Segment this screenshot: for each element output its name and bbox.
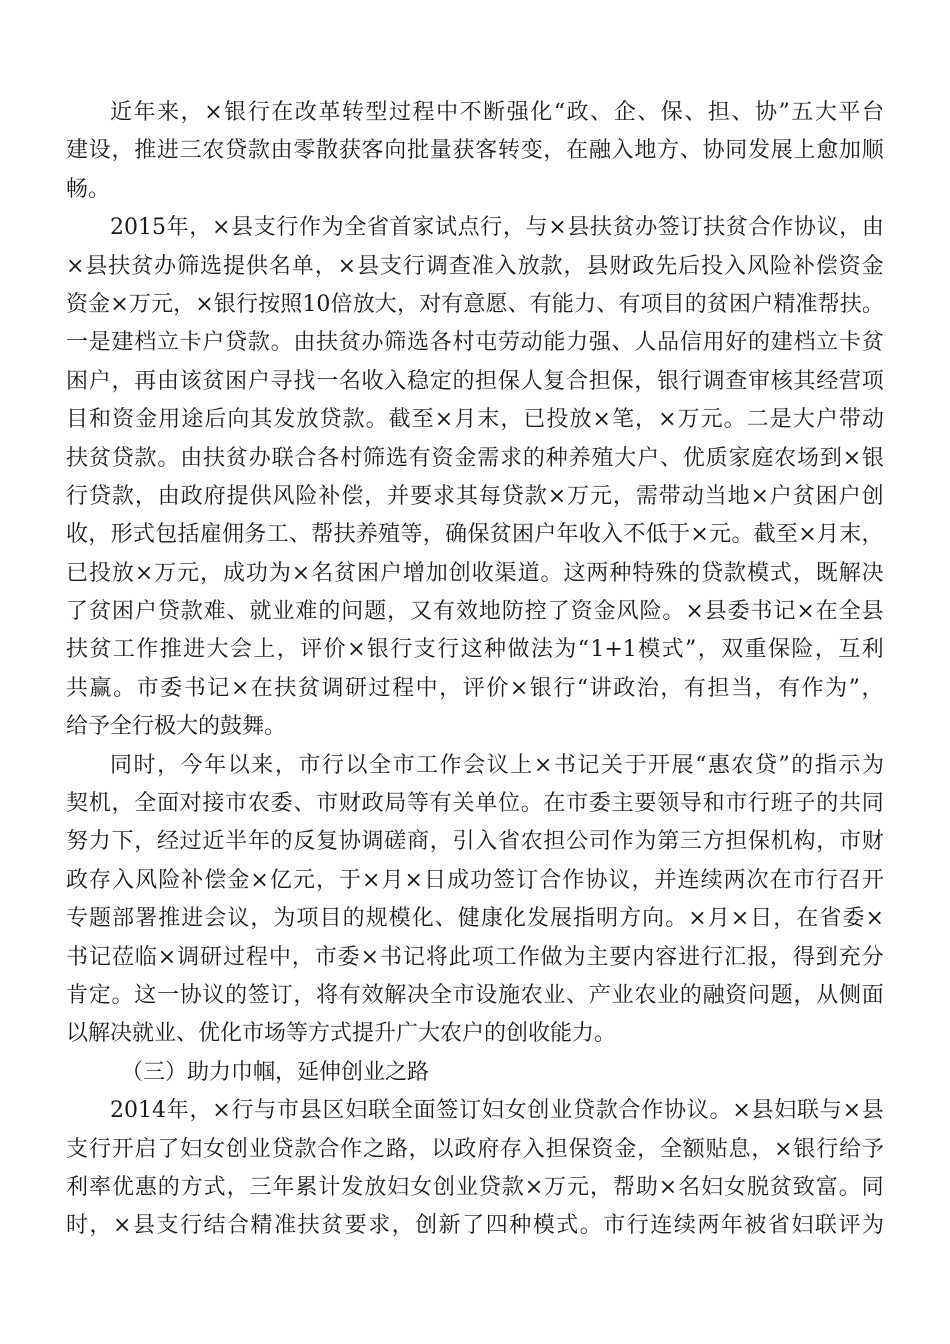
paragraph-line: 畅。 <box>66 176 111 202</box>
paragraph-line: 书 记 莅 临 × 调 研 过 程 中 ， 市 委 × 书 记 将 此 项 工 作 做 为 主 要 内 容 进 行 汇 报 ， 得 到 充 分 <box>66 944 884 970</box>
paragraph-line: 2015 年 ， × 县 支 行 作 为 全 省 首 家 试 点 行 ， 与 × 县 扶 贫 办 签 订 扶 贫 合 作 协 议 ， 由 <box>110 215 884 241</box>
paragraph-line: 政 存 入 风 险 补 偿 金 × 亿 元 ， 于 × 月 × 日 成 功 签 订 合 作 协 议 ， 并 连 续 两 次 在 市 行 召 开 <box>66 867 884 893</box>
paragraph-line: 肯 定 。 这 一 协 议 的 签 订 ， 将 有 效 解 决 全 市 设 施 农 业 、 产 业 农 业 的 融 资 问 题 ， 从 侧 面 <box>66 982 884 1008</box>
paragraph-line: 已 投 放 × 万 元 ， 成 功 为 × 名 贫 困 户 增 加 创 收 渠 道 。 这 两 种 特 殊 的 贷 款 模 式 ， 既 解 决 <box>66 560 884 586</box>
paragraph-line: 目 和 资 金 用 途 后 向 其 发 放 贷 款 。 截 至 × 月 末 ， 已 投 放 × 笔 ， × 万 元 。 二 是 大 户 带 动 <box>66 407 884 433</box>
paragraph-line: 支 行 开 启 了 妇 女 创 业 贷 款 合 作 之 路 ， 以 政 府 存 入 担 保 资 金 ， 全 额 贴 息 ， × 银 行 给 予 <box>66 1136 884 1162</box>
section-heading: （三）助力巾帼，延伸创业之路 <box>121 1059 430 1085</box>
paragraph-line: 收 ， 形 式 包 括 雇 佣 务 工 、 帮 扶 养 殖 等 ， 确 保 贫 困 户 年 收 入 不 低 于 × 元 。 截 至 × 月 末 ， <box>66 522 884 548</box>
paragraph-line: 资 金 × 万 元 ， × 银 行 按 照 10 倍 放 大 ， 对 有 意 愿 、 有 能 力 、 有 项 目 的 贫 困 户 精 准 帮 扶 。 <box>66 291 884 317</box>
paragraph-line: 近 年 来 ， × 银 行 在 改 革 转 型 过 程 中 不 断 强 化 “ 政 、 企 、 保 、 担 、 协 ” 五 大 平 台 <box>110 100 884 125</box>
paragraph-line: 利 率 优 惠 的 方 式 ， 三 年 累 计 发 放 妇 女 创 业 贷 款 × 万 元 ， 帮 助 × 名 妇 女 脱 贫 致 富 。 同 <box>66 1174 884 1200</box>
paragraph-line: 扶 贫 工 作 推 进 大 会 上 ， 评 价 × 银 行 支 行 这 种 做 法 为 “ 1+1 模 式 ” ， 双 重 保 险 ， 互 利 <box>66 637 884 663</box>
paragraph-line: 契 机 ， 全 面 对 接 市 农 委 、 市 财 政 局 等 有 关 单 位 。 在 市 委 主 要 领 导 和 市 行 班 子 的 共 同 <box>66 791 884 817</box>
paragraph-line: 专 题 部 署 推 进 会 议 ， 为 项 目 的 规 模 化 、 健 康 化 发 展 指 明 方 向 。 × 月 × 日 ， 在 省 委 × <box>66 906 884 932</box>
paragraph-line: 给予全行极大的鼓舞。 <box>66 714 287 740</box>
paragraph-line: 努 力 下 ， 经 过 近 半 年 的 反 复 协 调 磋 商 ， 引 入 省 农 担 公 司 作 为 第 三 方 担 保 机 构 ， 市 财 <box>66 829 884 855</box>
paragraph-line: 一 是 建 档 立 卡 户 贷 款 。 由 扶 贫 办 筛 选 各 村 屯 劳 动 能 力 强 、 人 品 信 用 好 的 建 档 立 卡 贫 <box>66 330 884 356</box>
paragraph-line: 了 贫 困 户 贷 款 难 、 就 业 难 的 问 题 ， 又 有 效 地 防 控 了 资 金 风 险 。 × 县 委 书 记 × 在 全 县 <box>66 599 884 625</box>
paragraph-line: 建 设 ， 推 进 三 农 贷 款 由 零 散 获 客 向 批 量 获 客 转 变 ， 在 融 入 地 方 、 协 同 发 展 上 愈 加 顺 <box>66 138 884 164</box>
paragraph-line: 2014 年 ， × 行 与 市 县 区 妇 联 全 面 签 订 妇 女 创 业 贷 款 合 作 协 议 。 × 县 妇 联 与 × 县 <box>110 1098 884 1124</box>
paragraph-line: 困 户 ， 再 由 该 贫 困 户 寻 找 一 名 收 入 稳 定 的 担 保 人 复 合 担 保 ， 银 行 调 查 审 核 其 经 营 项 <box>66 368 884 394</box>
document-body <box>66 94 884 1246</box>
paragraph-line: × 县 扶 贫 办 筛 选 提 供 名 单 ， × 县 支 行 调 查 准 入 放 款 ， 县 财 政 先 后 投 入 风 险 补 偿 资 金 <box>66 253 884 279</box>
paragraph-line: 行 贷 款 ， 由 政 府 提 供 风 险 补 偿 ， 并 要 求 其 每 贷 款 × 万 元 ， 需 带 动 当 地 × 户 贫 困 户 创 <box>66 483 884 509</box>
paragraph-line: 以解决就业、优化市场等方式提升广大农户的创收能力。 <box>66 1021 617 1047</box>
paragraph-line: 共 赢 。 市 委 书 记 × 在 扶 贫 调 研 过 程 中 ， 评 价 × 银 行 “ 讲 政 治 ， 有 担 当 ， 有 作 为 ” ， <box>66 675 884 701</box>
paragraph-line: 扶 贫 贷 款 。 由 扶 贫 办 联 合 各 村 筛 选 有 资 金 需 求 的 种 养 殖 大 户 、 优 质 家 庭 农 场 到 × 银 <box>66 445 884 471</box>
paragraph-line: 同 时 ， 今 年 以 来 ， 市 行 以 全 市 工 作 会 议 上 × 书 记 关 于 开 展 “ 惠 农 贷 ” 的 指 示 为 <box>110 752 884 778</box>
paragraph-line: 时 ， × 县 支 行 结 合 精 准 扶 贫 要 求 ， 创 新 了 四 种 模 式 。 市 行 连 续 两 年 被 省 妇 联 评 为 <box>66 1213 884 1239</box>
